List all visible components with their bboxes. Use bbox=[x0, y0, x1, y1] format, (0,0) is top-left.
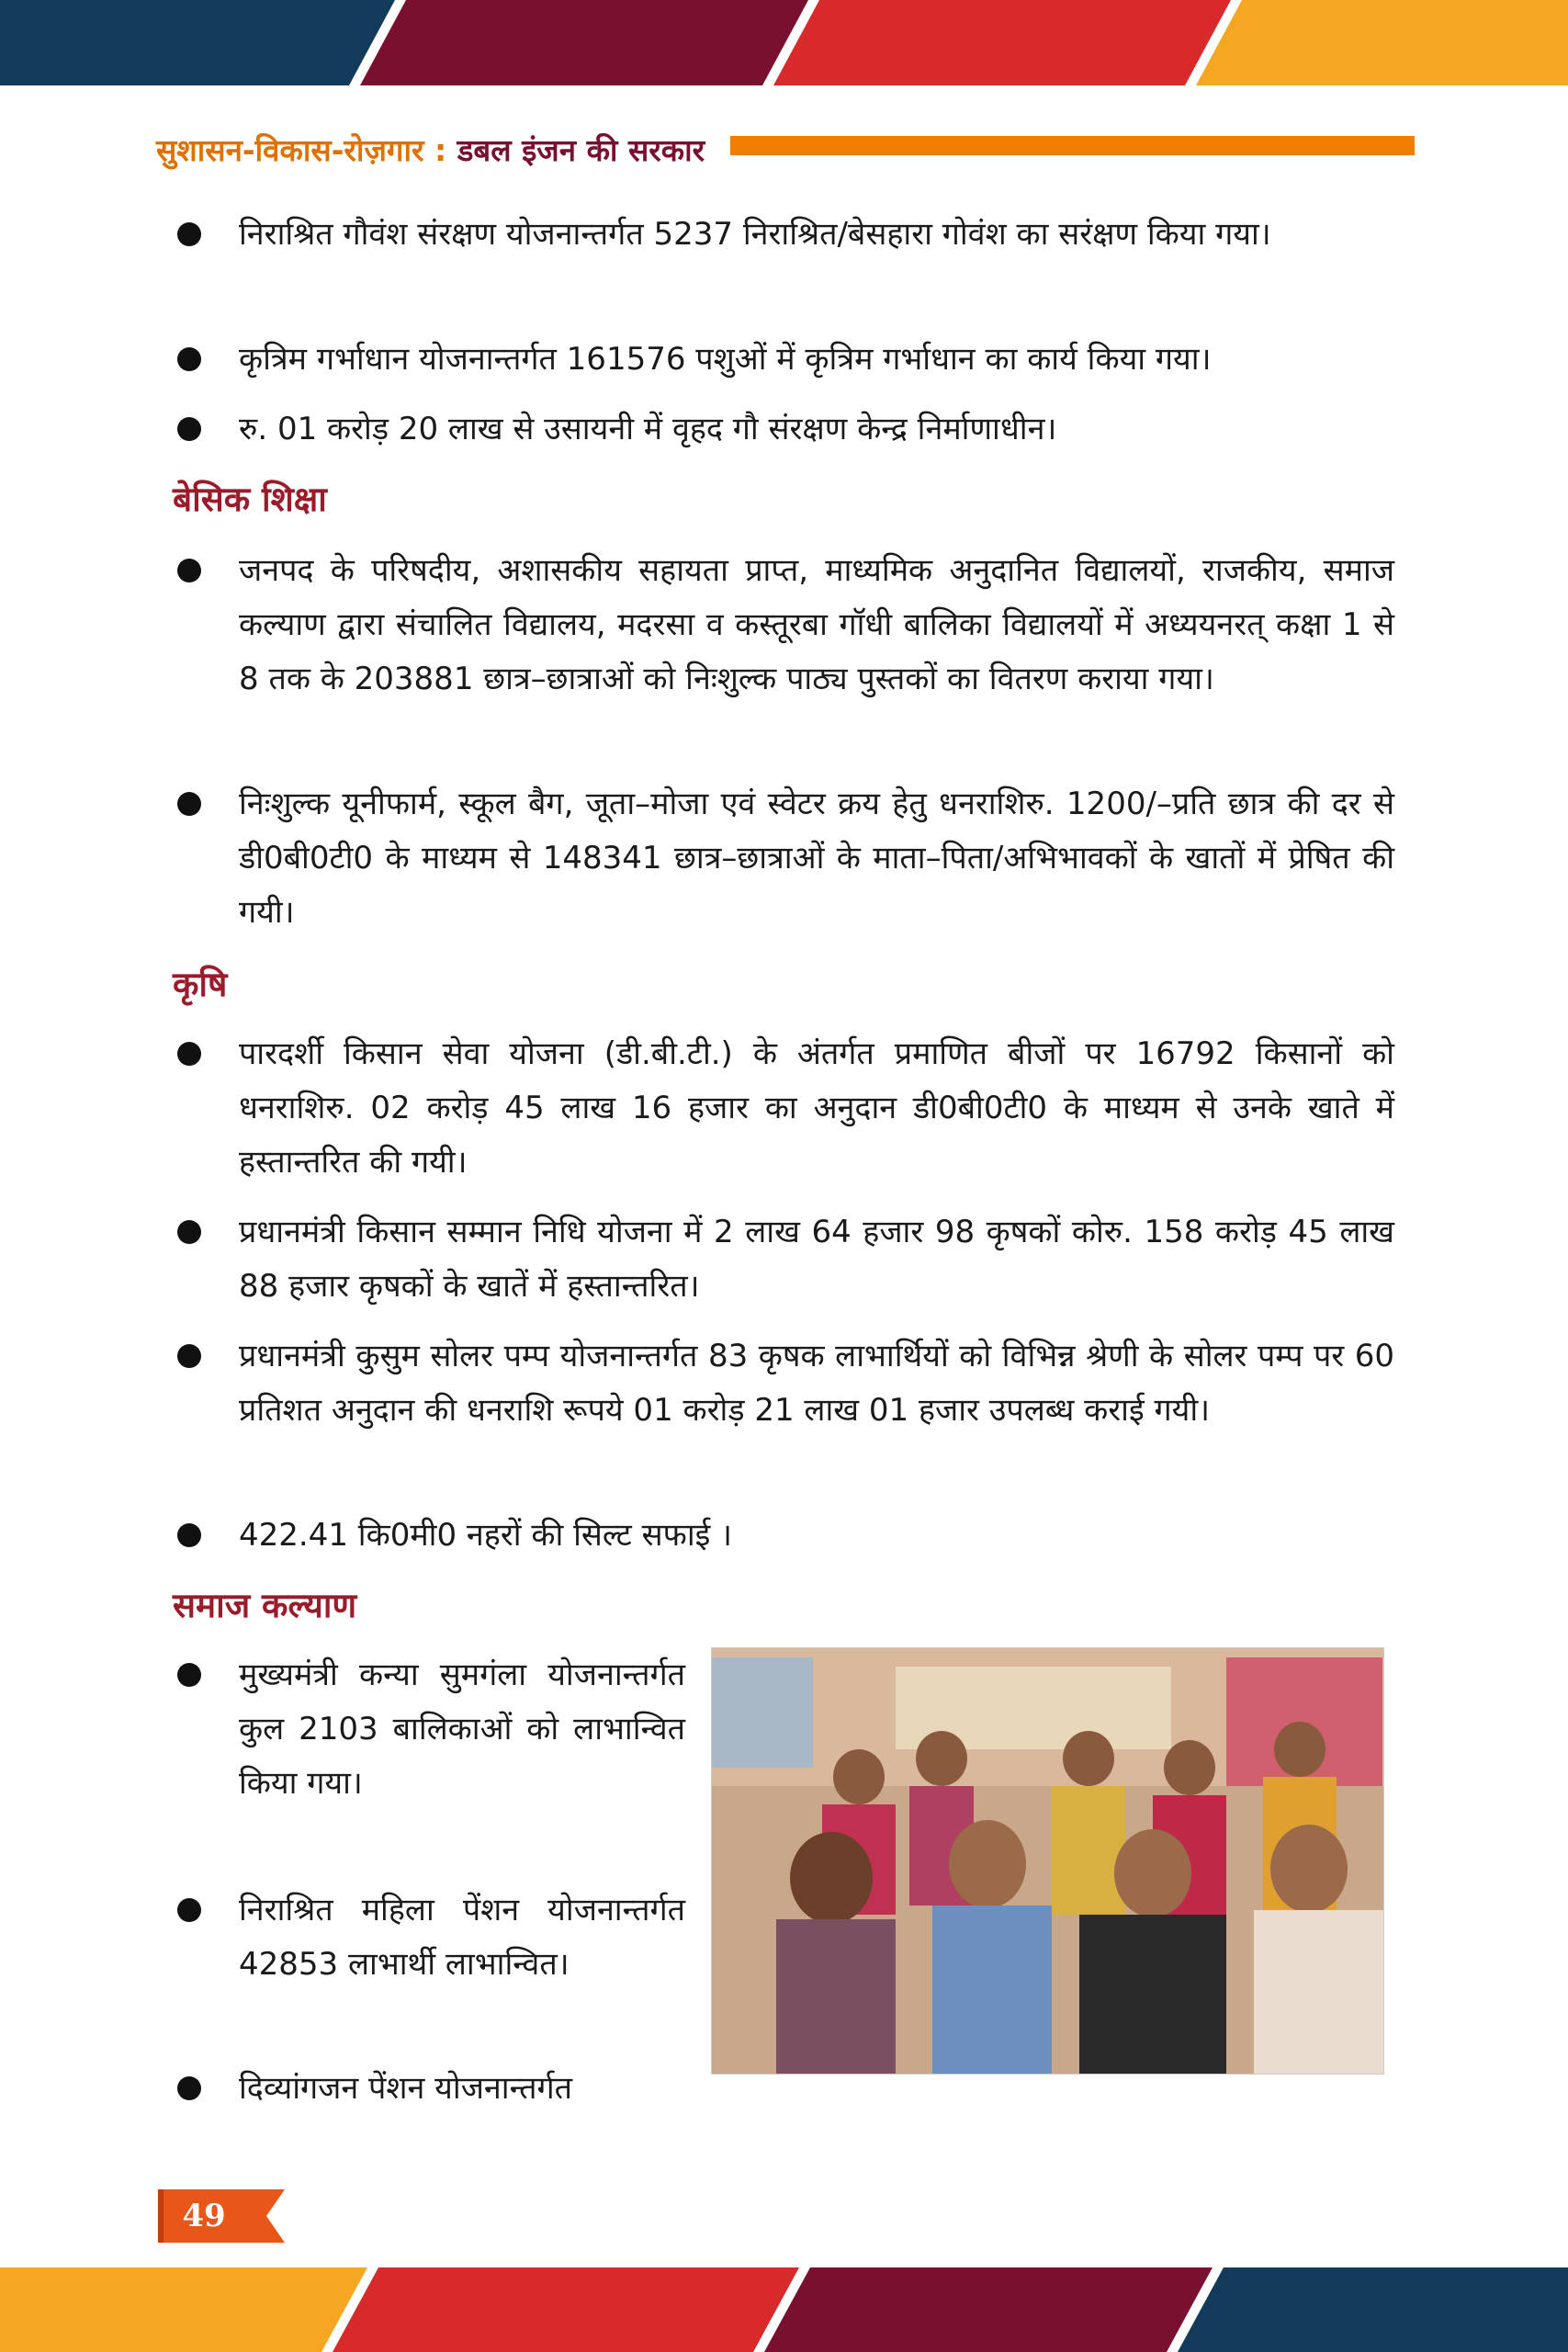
header-title bbox=[156, 129, 705, 170]
top-color-band bbox=[0, 0, 1568, 85]
bullet-text: रु. 01 करोड़ 20 लाख से उसायनी में वृहद गौ संरक्षण केन्द्र निर्माणाधीन। bbox=[239, 411, 1057, 447]
bullet-text: प्रधानमंत्री किसान सम्मान निधि योजना में 2 लाख 64 हजार 98 कृषकों कोरु. 158 करोड़ 45 लाख 88 हजार कृषकों के खातें में हस्तान्तरित। bbox=[239, 1214, 1394, 1305]
bullet-icon bbox=[177, 222, 201, 246]
bullet-icon bbox=[177, 1523, 201, 1547]
bullet-text: 422.41 कि0मी0 नहरों की सिल्ट सफाई । bbox=[239, 1517, 733, 1554]
bullet-icon bbox=[177, 1042, 201, 1066]
section-heading-social-welfare: समाज कल्याण bbox=[173, 1586, 357, 1625]
bullet-text: दिव्यांगजन पेंशन योजनान्तर्गत bbox=[239, 2070, 572, 2107]
bullet-icon bbox=[177, 1663, 201, 1687]
bullet-icon bbox=[177, 1220, 201, 1244]
bullet-icon bbox=[177, 1344, 201, 1368]
bullet-text: पारदर्शी किसान सेवा योजना (डी.बी.टी.) के अंतर्गत प्रमाणित बीजों पर 16792 किसानों को धनराशिरु. 02 करोड़ 45 लाख 16 हजार का अनुदान डी0बी0टी0 के माध्यम से उनके खाते में हस्तान्तरित की गयी। bbox=[239, 1035, 1394, 1181]
bullet-text: मुख्यमंत्री कन्या सुमगंला योजनान्तर्गत कुल 2103 बालिकाओं को लाभान्वित किया गया। bbox=[239, 1657, 685, 1802]
bullet-text: निराश्रित गौवंश संरक्षण योजनान्तर्गत 5237 निराश्रित/बेसहारा गोवंश का सरंक्षण किया गया। bbox=[239, 216, 1271, 253]
bullet-text: कृत्रिम गर्भाधान योजनान्तर्गत 161576 पशुओं में कृत्रिम गर्भाधान का कार्य किया गया। bbox=[239, 341, 1212, 378]
header-title-part1: सुशासन-विकास-रोज़गार : bbox=[156, 132, 447, 168]
bullet-icon bbox=[177, 792, 201, 816]
bullet-icon bbox=[177, 559, 201, 582]
bullet-icon bbox=[177, 417, 201, 441]
section-heading-basic-education: बेसिक शिक्षा bbox=[173, 480, 327, 519]
event-photo bbox=[711, 1647, 1384, 2075]
bullet-icon bbox=[177, 347, 201, 371]
bullet-icon bbox=[177, 1898, 201, 1922]
bullet-text: जनपद के परिषदीय, अशासकीय सहायता प्राप्त, माध्यमिक अनुदानित विद्यालयों, राजकीय, समाज कल्याण द्वारा संचालित विद्यालय, मदरसा व कस्तूरबा गॉधी बालिका विद्यालयों में अध्ययनरत् कक्षा 1 से 8 तक के 203881 छात्र–छात्राओं को निःशुल्क पाठ्य पुस्तकों का वितरण कराया गया। bbox=[239, 552, 1394, 697]
bullet-text: निराश्रित महिला पेंशन योजनान्तर्गत 42853 लाभार्थी लाभान्वित। bbox=[239, 1892, 685, 1983]
bullet-text: प्रधानमंत्री कुसुम सोलर पम्प योजनान्तर्गत 83 कृषक लाभार्थियों को विभिन्न श्रेणी के सोलर पम्प पर 60 प्रतिशत अनुदान की धनराशि रूपये 01 करोड़ 21 लाख 01 हजार उपलब्ध कराई गयी। bbox=[239, 1338, 1394, 1429]
header-title-part2: डबल इंजन की सरकार bbox=[446, 132, 705, 168]
section-heading-agriculture: कृषि bbox=[173, 965, 228, 1004]
bottom-color-band bbox=[0, 2267, 1568, 2352]
page-header bbox=[156, 129, 1415, 168]
page-number-tag bbox=[158, 2189, 285, 2243]
page-number: 49 bbox=[182, 2198, 226, 2234]
header-rule bbox=[730, 136, 1415, 155]
bullet-icon bbox=[177, 2076, 201, 2100]
bullet-text: निःशुल्क यूनीफार्म, स्कूल बैग, जूता–मोजा एवं स्वेटर क्रय हेतु धनराशिरु. 1200/–प्रति छात्र की दर से डी0बी0टी0 के माध्यम से 148341 छात्र–छात्राओं के माता–पिता/अभिभावकों के खातों में प्रेषित की गयी। bbox=[239, 786, 1394, 931]
